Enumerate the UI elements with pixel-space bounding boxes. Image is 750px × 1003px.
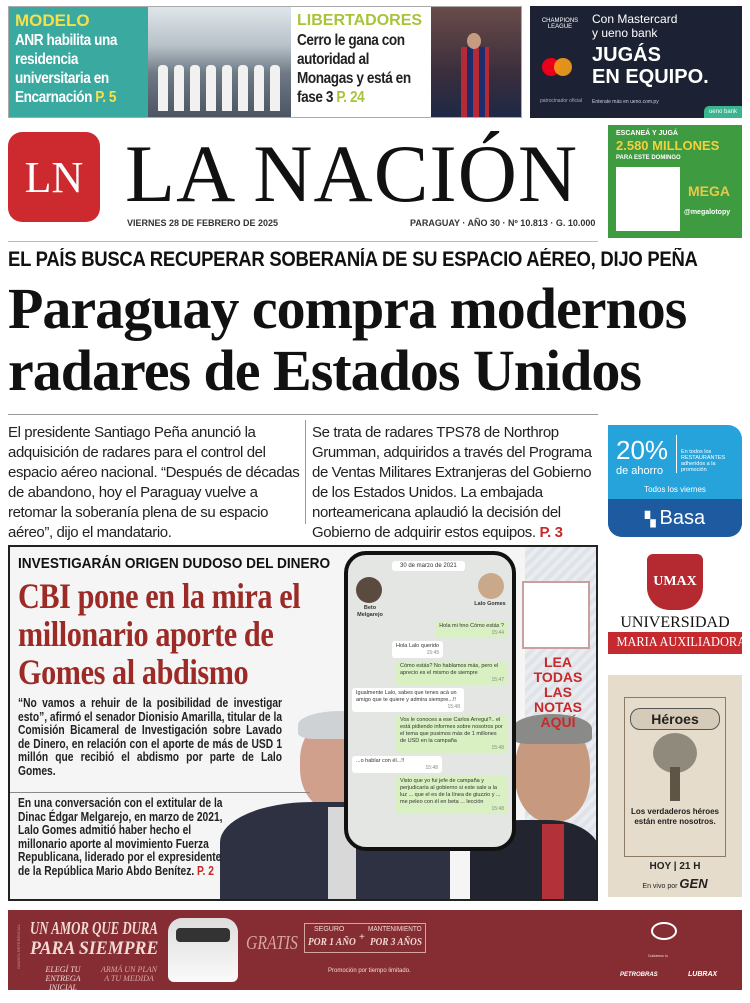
message-time: 15:47 [491, 677, 504, 683]
promo-kicker: LIBERTADORES [297, 12, 423, 29]
petrobras-logo: PETROBRAS [620, 972, 658, 978]
sponsor-label: patrocinador oficial [540, 98, 582, 104]
social-handle: @megalotopy [684, 209, 731, 216]
chat-message [352, 688, 464, 712]
message-time: 15:48 [425, 765, 438, 771]
promo-text: ANR habilita una residencia universitaria en Encarnación [15, 32, 118, 106]
qr-code[interactable] [616, 167, 680, 231]
date: VIERNES 28 DE FEBRERO DE 2025 [127, 218, 279, 228]
ad-label: MANTENIMIENTO [368, 926, 422, 933]
mega-logo: MEGA [688, 183, 730, 199]
brand-name: Basa [659, 507, 706, 529]
chat-screenshot [344, 551, 516, 851]
ad-footer: Enterate más en ueno.com.py [592, 99, 659, 105]
ad-slogan: UN AMOR QUE DURA [30, 918, 158, 938]
headline-line: radares de Estados Unidos [8, 338, 641, 403]
promo-libertadores[interactable] [291, 7, 431, 117]
page-ref[interactable]: P. 2 [197, 863, 214, 878]
ad-tagline: Los verdaderos héroes están entre nosotros. [630, 807, 720, 826]
jackpot-amount: 2.580 MILLONES [616, 138, 720, 153]
ad-line: de ahorro [616, 465, 664, 477]
champions-league-logo: CHAMPIONS LEAGUE [541, 18, 579, 30]
contact-name: Beto Melgarejo [357, 605, 383, 618]
body-text: En una conversación con el extitular de la Dinac Édgar Melgarejo, en marzo de 2021, Lalo Gomes admitió haber hecho el millonario aporte al movimiento Fuerza Republicana, liderado por el expresidente de la República Mario Abdo Benítez. [18, 796, 223, 878]
promo-text: Cerro le gana con autoridad al Monagas y está en fase 3 [297, 32, 411, 106]
ad-line: En vivo por [642, 883, 678, 890]
column-divider [305, 420, 306, 524]
ad-disclaimer: IMAGEN REFERENCIAL [15, 924, 21, 969]
headline-line: Paraguay compra modernos [8, 276, 687, 341]
megaloto-ad[interactable] [608, 125, 742, 238]
basa-ad[interactable] [608, 425, 742, 537]
basa-logo: ▚ Basa [608, 499, 742, 537]
message-text: Visto que yo fui jefe de campaña y perjudicaría al gobierno si este sale a la luz ... que el es de la línea de giuzzio y ... me peleo con él en beta ... lección [400, 778, 501, 805]
chat-message [396, 715, 508, 753]
chat-message [352, 756, 442, 773]
avatar [478, 573, 504, 599]
column-text: Se trata de radares TPS78 de Northrop Grumman, adquiridos a través del Programa de Ventas Militares Extranjeras del Gobierno de los Estados Unidos. La embajada norteamericana aplaudió la decisión del Gobierno de adquirir estos equipos. [312, 424, 592, 541]
mastercard-logo [554, 58, 572, 76]
qr-cta[interactable]: LEA TODAS LAS NOTAS AQUÍ [533, 654, 583, 730]
chat-message [396, 661, 508, 685]
ad-line: Con Mastercard [592, 12, 678, 26]
ln-logo[interactable]: LN [8, 132, 100, 222]
ad-label: SEGURO [314, 926, 345, 933]
contact-name: Lalo Gomes [474, 601, 506, 607]
lead-headline[interactable] [8, 278, 686, 402]
ad-line: Todos los viernes [644, 485, 706, 494]
message-time: 15:48 [447, 704, 460, 710]
lead-kicker: EL PAÍS BUSCA RECUPERAR SOBERANÍA DE SU ESPACIO AÉREO, DIJO PEÑA [8, 248, 698, 271]
qr-code[interactable] [522, 581, 590, 649]
story-headline[interactable]: CBI pone en la mira el millonario aporte de Gomes al abdismo [18, 576, 301, 692]
investigation-story[interactable] [8, 545, 598, 901]
message-text: ...o hablar con él...!! [356, 758, 405, 764]
ad-value: POR 3 AÑOS [370, 936, 422, 948]
top-promo-strip [8, 6, 522, 118]
lead-column-2 [312, 423, 602, 543]
tree-icon [670, 767, 680, 801]
ad-option: ARMÁ UN PLAN A TU MEDIDA [101, 965, 157, 983]
message-text: Cómo estás? No hablamos más, pero el aprecio es el mismo de siempre [400, 663, 499, 676]
lead-column-1: El presidente Santiago Peña anunció la adquisición de radares para el control del espacio aéreo nacional. “Después de décadas de abandono, hoy el Paraguay vuelve a retomar la soberanía plena de su espacio aéreo”, dijo el mandatario. [8, 424, 300, 541]
page-ref[interactable]: P. 3 [539, 524, 563, 541]
promo-page: P. 24 [336, 89, 365, 106]
ad-label: Cuidamos tu [648, 954, 668, 958]
ad-line: UNIVERSIDAD [620, 614, 730, 631]
ad-line: ESCANEÁ Y JUGÁ [616, 130, 678, 137]
umax-crest: UMAX [647, 554, 703, 610]
story-body-2 [18, 797, 226, 878]
heroes-ad[interactable] [608, 675, 742, 897]
story-kicker: INVESTIGARÁN ORIGEN DUDOSO DEL DINERO [18, 555, 331, 572]
broadcast-time: HOY | 21 H [649, 861, 701, 872]
chat-message [396, 776, 508, 814]
message-text: Igualmente Lalo, sabes que tenes acá un amigo que te quiere y admira siempre...!! [356, 690, 457, 703]
promo-page: P. 5 [95, 89, 117, 106]
message-time: 15:48 [491, 745, 504, 751]
ad-line: MARIA AUXILIADORA [616, 635, 747, 650]
car-image [168, 918, 238, 982]
ad-line: y ueno bank [592, 26, 658, 40]
ad-slogan: PARA SIEMPRE [30, 938, 159, 959]
avatar [356, 577, 382, 603]
chat-message [435, 621, 508, 638]
toyota-logo [651, 922, 677, 940]
story-body-1: “No vamos a rehuir de la posibilidad de investigar esto”, afirmó el senador Dionisio Amarilla, titular de la Comisión Bicameral de Investigación sobre Lavado de Dinero, en relación con el aporte de más de USD 1 millón que recibió el abdismo por parte de Lalo Gomes. [18, 696, 283, 778]
mastercard-ad[interactable] [530, 6, 742, 118]
newspaper-title[interactable]: LA NACIÓN [125, 128, 579, 219]
ad-free: GRATIS [246, 932, 298, 954]
ad-detail: En todos los RESTAURANTES adheridos a la promoción [676, 435, 736, 473]
discount-percent: 20% [616, 435, 669, 465]
message-text: Hola Lalo querido [396, 643, 440, 649]
residence-photo [148, 7, 291, 117]
message-time: 15:45 [426, 650, 440, 656]
edition-info: PARAGUAY · AÑO 30 · Nº 10.813 · G. 10.000 [410, 218, 596, 228]
lubrax-logo: LUBRAX [688, 971, 718, 978]
ad-slogan: JUGÁS [592, 44, 661, 66]
chat-message [392, 641, 443, 658]
umax-ad[interactable] [608, 550, 747, 665]
chat-date: 30 de marzo de 2021 [392, 561, 465, 571]
football-photo [431, 7, 521, 117]
ad-line: PARA ESTE DOMINGO [616, 155, 681, 161]
message-time: 15:48 [491, 806, 504, 812]
ad-slogan: EN EQUIPO. [592, 66, 709, 88]
ad-value: POR 1 AÑO [308, 936, 356, 948]
toyota-ad[interactable]: IMAGEN REFERENCIAL UN AMOR QUE DURA PARA SIEMPRE ELEGÍ TU ENTREGA INICIAL ARMÁ UN PLAN A TU MEDIDA GRATIS SEGURO POR 1 AÑO + MANTENIMIENTO POR 3 AÑOS Promoción por tiempo limitado. Cuidamos tu PETROBRAS LUBRAX [8, 910, 742, 990]
ad-title: Héroes [630, 708, 720, 730]
promo-modelo[interactable] [9, 7, 148, 117]
gen-logo: GEN [679, 876, 708, 891]
message-text: Hola mi hno Cómo estás ? [439, 623, 504, 629]
message-time: 15:44 [491, 630, 504, 636]
ad-option: ELEGÍ TU ENTREGA INICIAL [45, 965, 81, 992]
ad-disclaimer: Promoción por tiempo limitado. [328, 968, 411, 974]
promo-kicker: MODELO [15, 11, 90, 30]
ueno-logo: ueno bank [704, 106, 742, 118]
message-text: Vos le conoces a ese Carlos Arregui?.. el está pidiendo informes sobre nosotros por el tema que pusimos más de 1 millones de USD en la campaña [400, 717, 503, 744]
